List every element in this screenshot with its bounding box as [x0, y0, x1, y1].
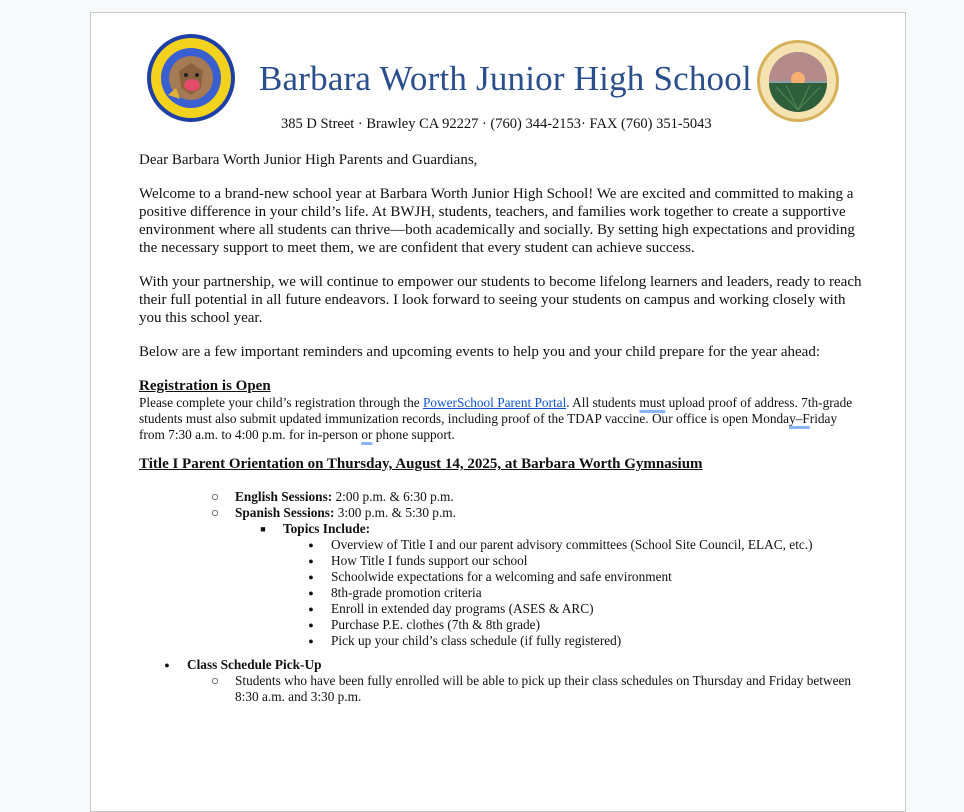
circle-bullet-icon: ○ [210, 673, 220, 688]
topics-label: Topics Include: [283, 521, 371, 536]
schedule-detail: Students who have been fully enrolled will be able to pick up their class schedules on Thursday and Friday between 8:30 a.m. and 3:30 p.m. [235, 673, 852, 704]
schedule-list [139, 657, 864, 705]
topic-text: Purchase P.E. clothes (7th & 8th grade) [331, 617, 541, 632]
partnership-paragraph: With your partnership, we will continue to empower our students to become lifelong learners and leaders, ready to reach their full potential in all future endeavors. I look forward to seeing your students on campus and working closely with you this school year. [139, 274, 862, 326]
disc-bullet-icon: ● [308, 572, 314, 582]
disc-bullet-icon: ● [308, 556, 314, 566]
topic-text: Overview of Title I and our parent advisory committees (School Site Council, ELAC, etc.) [331, 537, 813, 552]
registration-text-4: riday from 7:30 a.m. to 4:00 p.m. for in-person [139, 411, 838, 442]
registration-text-3: upload proof of address. 7th-grade students must also submit updated immunization records, including proof of the TDAP vaccine. Our office is open Monda [139, 395, 853, 426]
registration-title: Registration is Open [139, 378, 271, 394]
disc-bullet-icon: ● [164, 660, 170, 670]
registration-text [139, 395, 864, 443]
spellcheck-word-or[interactable]: or [361, 427, 373, 442]
schedule-detail-item [139, 673, 864, 705]
spellcheck-word-must[interactable]: must [639, 395, 666, 410]
session-list [139, 489, 864, 649]
disc-bullet-icon: ● [308, 604, 314, 614]
powerschool-link[interactable]: PowerSchool Parent Portal [422, 395, 567, 410]
schedule-heading [139, 657, 864, 673]
letter-body [139, 151, 864, 705]
welcome-paragraph: Welcome to a brand-new school year at Barbara Worth Junior High School! We are excited and committed to making a positive difference in your child’s life. At BWJH, students, teachers, and families work together to create a supportive environment where all students can thrive—both academically and socially. By setting high expectations and providing the necessary support to meet them, we are confident that every student can achieve success. [139, 186, 855, 256]
topic-text: Enroll in extended day programs (ASES & ARC) [331, 601, 594, 616]
topic-text: Schoolwide expectations for a welcoming and safe environment [331, 569, 672, 584]
greeting: Dear Barbara Worth Junior High Parents and Guardians, [139, 152, 478, 168]
topic-item [139, 553, 864, 569]
topic-text: Pick up your child’s class schedule (if fully registered) [331, 633, 622, 648]
schedule-title: Class Schedule Pick-Up [187, 657, 322, 672]
orientation-section [139, 455, 864, 705]
school-address: 385 D Street · Brawley CA 92227 · (760) 344-2153· FAX (760) 351-5043 [281, 116, 712, 132]
disc-bullet-icon: ● [308, 620, 314, 630]
reminders-intro: Below are a few important reminders and upcoming events to help you and your child prepare for the year ahead: [139, 344, 821, 360]
topic-item [139, 537, 864, 553]
registration-text-2: . All students [566, 395, 640, 410]
spellcheck-dash[interactable]: y–F [789, 411, 810, 426]
registration-text-5: phone support. [372, 427, 455, 442]
circle-bullet-icon: ○ [210, 489, 220, 504]
topic-item [139, 569, 864, 585]
topic-item [139, 617, 864, 633]
topic-text: 8th-grade promotion criteria [331, 585, 482, 600]
topic-item [139, 633, 864, 649]
session-times: 3:00 p.m. & 5:30 p.m. [334, 505, 456, 520]
topic-item [139, 585, 864, 601]
disc-bullet-icon: ● [308, 540, 314, 550]
disc-bullet-icon: ● [308, 588, 314, 598]
school-name: Barbara Worth Junior High School [259, 59, 752, 98]
document-page [90, 12, 906, 812]
district-seal-icon [756, 39, 840, 123]
session-times: 2:00 p.m. & 6:30 p.m. [332, 489, 454, 504]
topic-text: How Title I funds support our school [331, 553, 528, 568]
registration-section [139, 377, 864, 443]
session-item [139, 489, 864, 505]
topics-heading [139, 521, 864, 537]
disc-bullet-icon: ● [308, 636, 314, 646]
session-label: English Sessions: [235, 489, 333, 504]
letterhead [91, 13, 905, 143]
session-item [139, 505, 864, 521]
bobcat-logo-icon [146, 33, 236, 123]
square-bullet-icon: ■ [260, 524, 266, 534]
topic-item [139, 601, 864, 617]
session-label: Spanish Sessions: [235, 505, 335, 520]
circle-bullet-icon: ○ [210, 505, 220, 520]
orientation-title: Title I Parent Orientation on Thursday, August 14, 2025, at Barbara Worth Gymnasium [139, 456, 703, 472]
registration-text-1: Please complete your child’s registration through the [139, 395, 423, 410]
